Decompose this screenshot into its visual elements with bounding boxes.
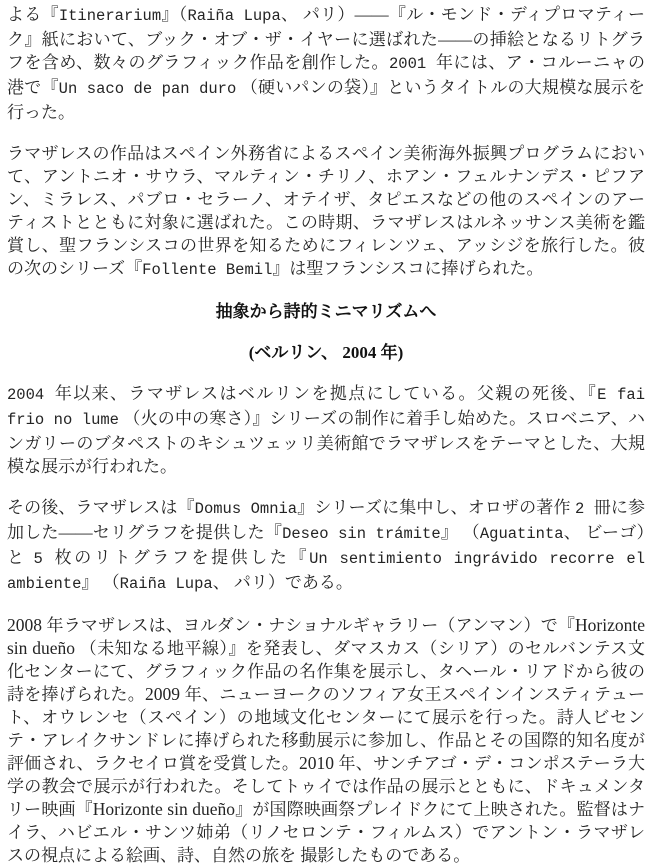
text-run: 、 パリ）である。 [212, 573, 353, 592]
number-run: 5 [33, 550, 55, 568]
text-run: 年ラマザレスは、ヨルダン・ナショナルギャラリー（アンマン）で『 [46, 616, 576, 635]
body-paragraph-3 [7, 382, 645, 478]
body-paragraph-4 [7, 496, 645, 596]
section-heading: 抽象から詩的ミニマリズムへ [215, 302, 437, 321]
latin-title-run: Itinerarium [58, 7, 162, 25]
latin-title-run: Domus Omnia [194, 500, 298, 518]
text-run: 』（ [161, 5, 188, 24]
text-run: 』が国際映画祭プレイドクにて上映された。監督はナイラ、ハビエル・サンツ姉弟（リノセロンテ・フィルムス）でアントン・ラマザレスの視点による絵画、詩、自然の旅を 撮影したものである。 [7, 800, 645, 865]
text-run: 』 （ [81, 573, 120, 592]
text-run: 年には、ア・コルーニャの港で『 [7, 53, 645, 97]
year-run: 2004 [7, 386, 55, 404]
text-run: 』は聖フランシスコに捧げられた。 [272, 259, 544, 278]
year-run: 2008 [7, 615, 47, 635]
text-run: 枚のリトグラフを提供した『 [54, 548, 310, 567]
latin-title-run: Horizonte sin dueño [92, 799, 236, 819]
latin-title-run: Un saco de pan duro [58, 80, 237, 98]
year-run: 2010 [299, 753, 339, 773]
body-paragraph-1 [7, 3, 645, 124]
latin-title-run: Deseo sin trámite [282, 525, 441, 543]
latin-title-run: Follente Bemil [142, 261, 273, 279]
text-run: ラマザレスの作品はスペイン外務省によるスペイン美術海外振興プログラムにおいて、アントニオ・サウラ、マルティン・チリノ、ホアン・フェルナンデス・ピフアン、ミラレス、パブロ・セラーノ、オテイザ、タピエスなどの他のスペインのアーティストとともに対象に選ばれた。この時期、ラマザレスはルネッサンス美術を鑑賞し、聖フランシスコの世界を知るためにフィレンツェ、アッシジを旅行した。彼の次のシリーズ『 [7, 144, 645, 278]
text-run: 年、サンチアゴ・デ・コンポステーラ大学の教会で展示が行われた。そしてトゥイでは作品の展示とともに、ドキュメンタリー映画『 [7, 754, 646, 819]
text-run: 、 パリ）――『ル・モンド・ディプロマティーク』紙において、ブック・オブ・ザ・イヤーに選ばれた――の挿絵となるリトグラフを含め、数々のグラフィック作品を創作した。 [7, 5, 646, 72]
text-run: （硬いパンの袋）』というタイトルの大規模な展示を行った。 [7, 78, 646, 122]
latin-title-run: Raiña Lupa [187, 7, 281, 25]
section-subheading: (ベルリン、 2004 年) [248, 343, 404, 362]
text-run: 年、ニューヨークのソフィア女王スペインインスティテュート、オウレンセ（スペイン）の地域文化センターにて展示を行った。詩人ビセンテ・アレイクサンドレに捧げられた移動展示に参加し、作品とその国際的知名度が評価され、ラクセイロ賞を受賞した。 [7, 685, 646, 773]
latin-title-run: Aguatinta [479, 525, 564, 543]
text-run: （火の中の寒さ）』シリーズの制作に着手し始めた。スロベニア、ハンガリーのブタペストのキシュツェッリ美術館でラマザレスをテーマとした、大規模な展示が行われた。 [7, 409, 645, 476]
body-paragraph-5 [7, 614, 645, 867]
text-run: 、 ビーゴ）と [7, 523, 645, 567]
text-run: よる『 [7, 5, 59, 24]
year-run: 2009 [145, 684, 185, 704]
latin-title-run: Horizonte sin dueño [7, 615, 646, 658]
text-run: 』シリーズに集中し、オロザの著作 [297, 498, 575, 517]
latin-title-run: Un sentimiento ingrávido recorre el ambiente [7, 550, 645, 593]
text-run: 年以来、ラマザレスはベルリンを拠点にしている。父親の死後、『 [54, 384, 598, 403]
year-run: 2001 [389, 55, 436, 73]
latin-title-run: E fai frio no lume [7, 386, 646, 429]
text-run: その後、ラマザレスは『 [7, 498, 195, 517]
text-run: 冊に参加した――セリグラフを提供した『 [7, 498, 645, 542]
number-run: 2 [574, 500, 594, 518]
text-run: （未知なる地平線）』を発表し、ダマスカス（シリア）のセルバンテス文化センターにて、グラフィック作品の名作集を展示し、タヘール・リアドから彼の詩を捧げられた。 [7, 639, 645, 704]
text-run: 』 （ [440, 523, 480, 542]
body-paragraph-2 [7, 142, 645, 282]
latin-title-run: Raiña Lupa [119, 575, 213, 593]
